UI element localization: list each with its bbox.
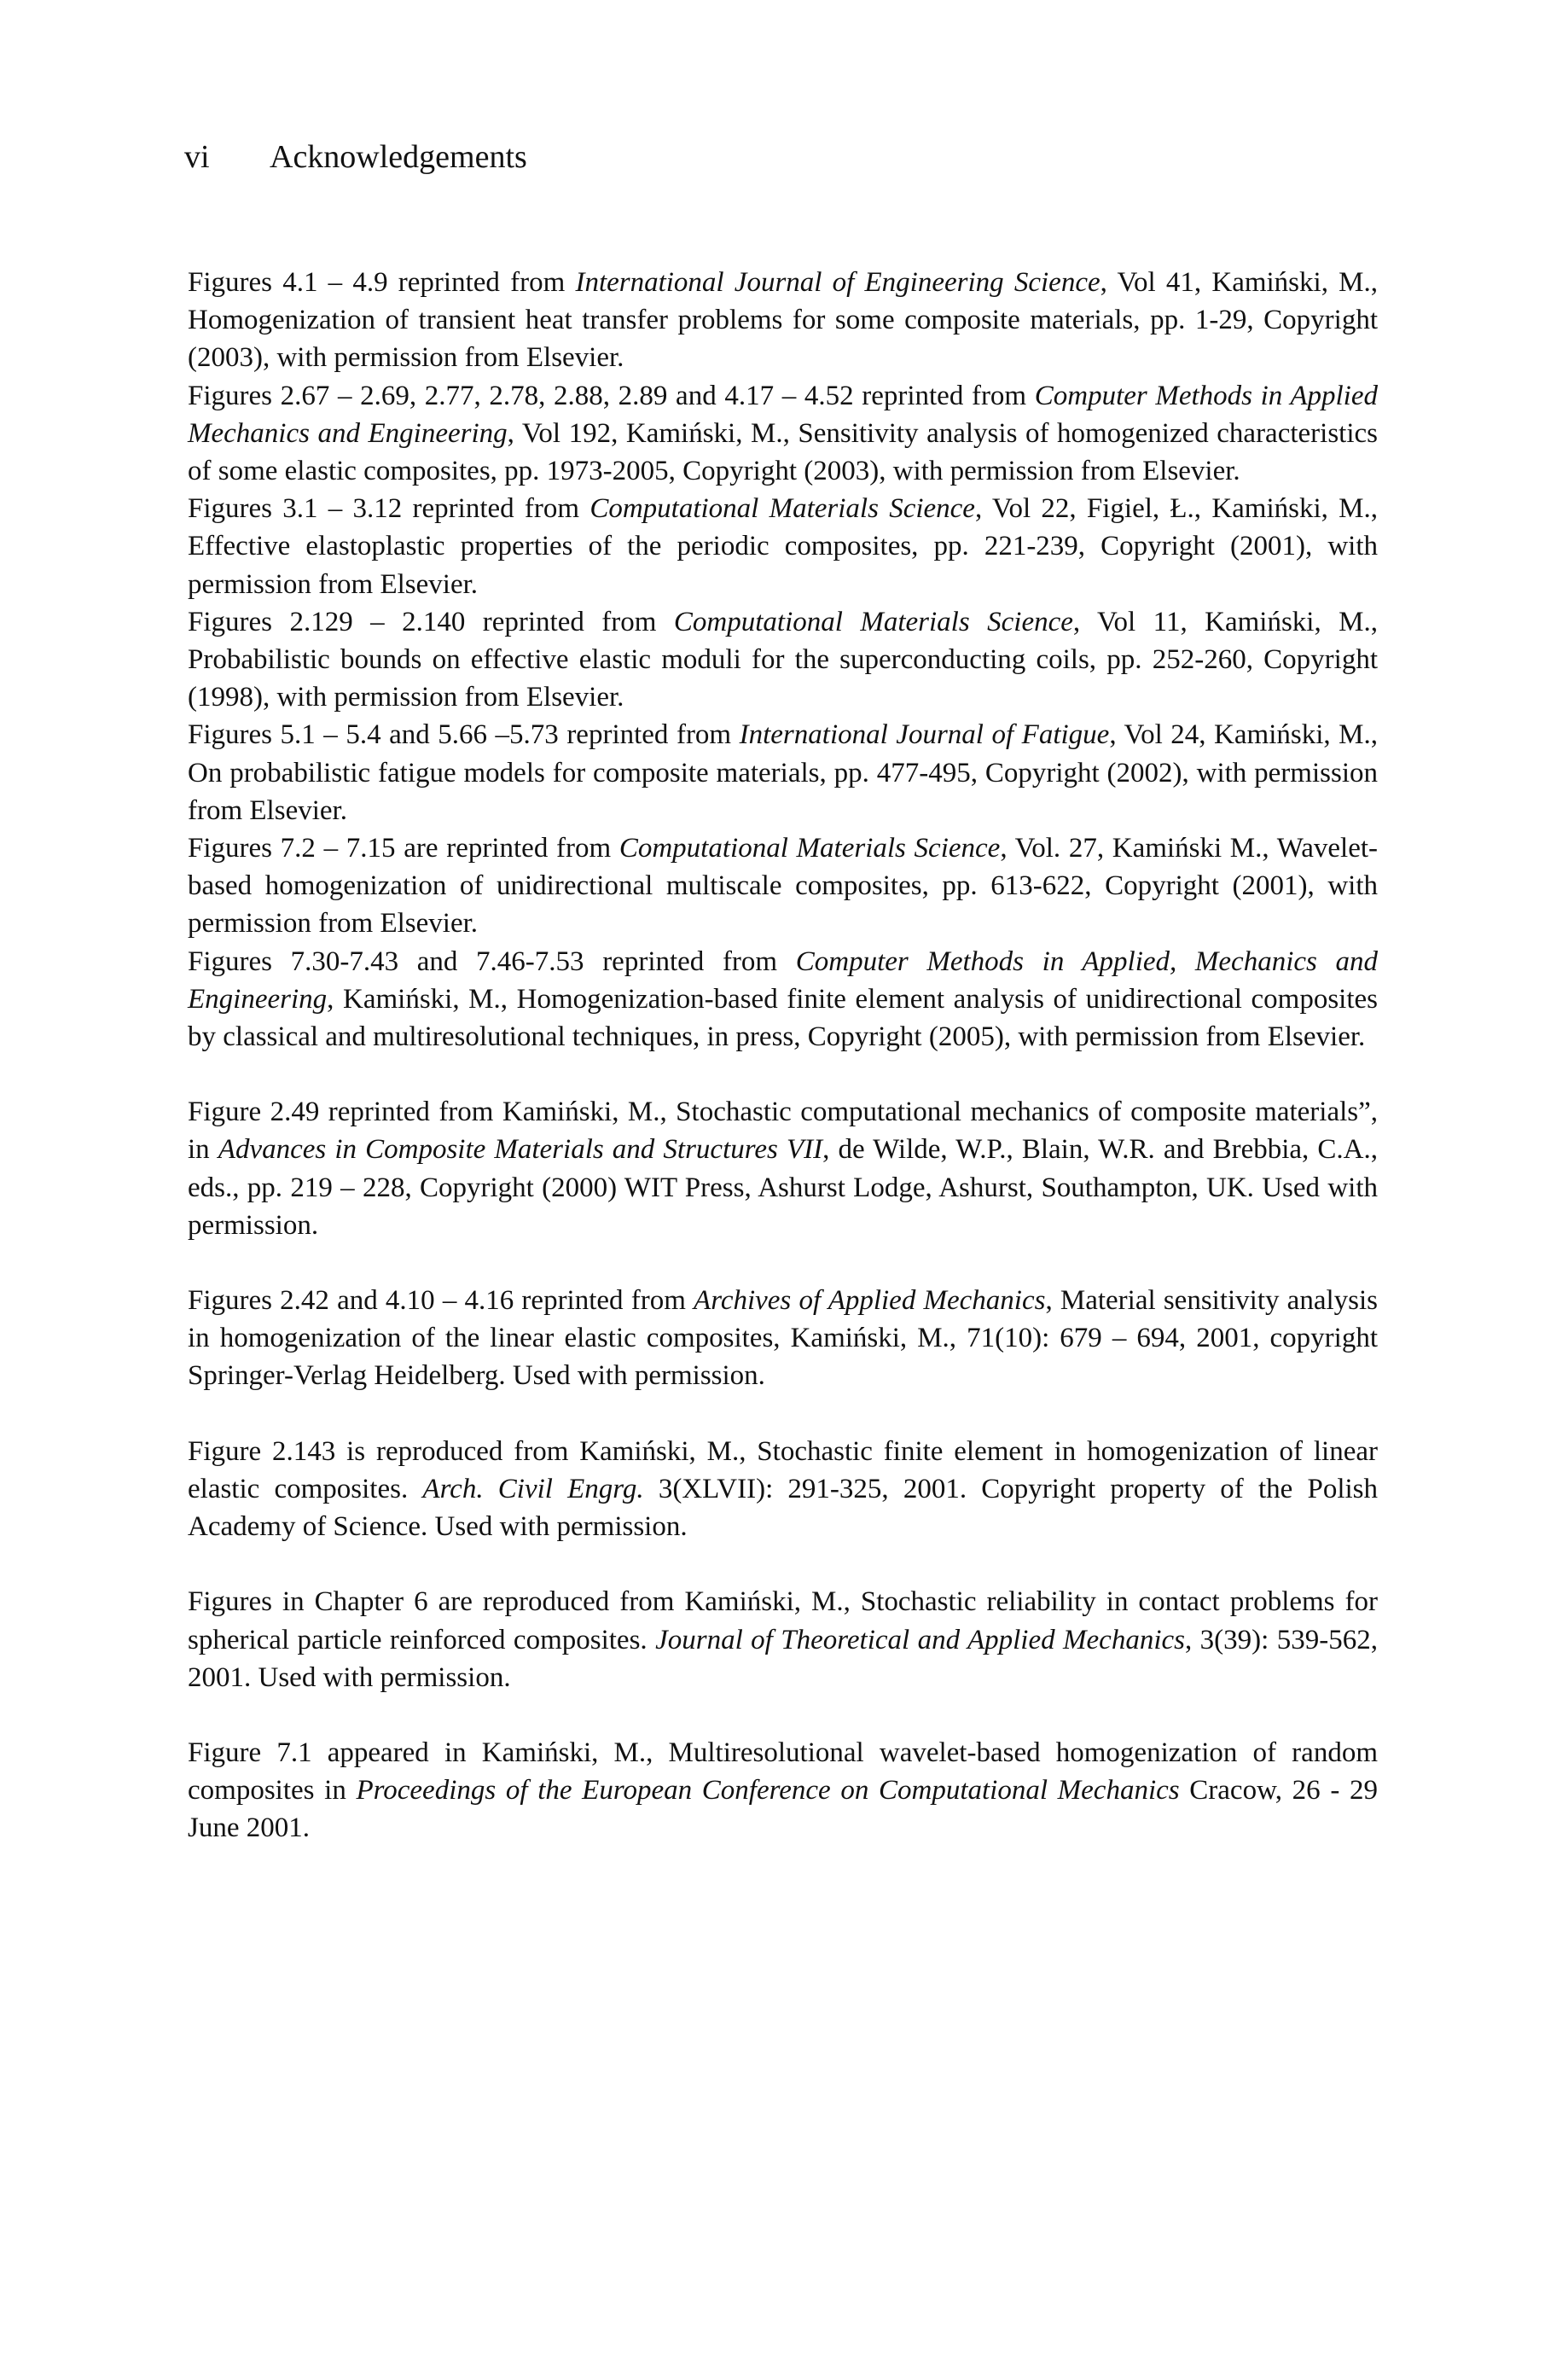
page-number: vi [184, 139, 210, 175]
publication-title: Computational Materials Science [673, 606, 1073, 637]
paragraph-text: , 3(39): 539-562, 2001. Used with permission. [188, 1624, 1379, 1693]
paragraph-text: 3(XLVII): 291-325, 2001. Copyright property of the Polish Academy of Science. Used with permission. [188, 1473, 1378, 1543]
acknowledgement-paragraph [188, 490, 1378, 603]
paragraph-text: , Material sensitivity analysis in homogenization of the linear elastic composites, Kamiński, M., 71(10): 679 – 694, 2001, copyright Springer-Verlag Heidelberg. Used with permission. [188, 1285, 1378, 1392]
paragraph-text: Figures 4.1 – 4.9 reprinted from [188, 267, 576, 298]
acknowledgement-paragraph [188, 1093, 1378, 1244]
acknowledgement-paragraph [188, 1734, 1378, 1847]
running-head [184, 137, 527, 177]
publication-title: Archives of Applied Mechanics [694, 1285, 1046, 1317]
paragraph-text: Figures 7.30-7.43 and 7.46-7.53 reprinted from [188, 945, 796, 977]
publication-title: Proceedings of the European Conference on Computational Mechanics [356, 1775, 1180, 1807]
paragraph-text: Figures 5.1 – 5.4 and 5.66 –5.73 reprinted from [188, 719, 740, 751]
paragraph-text: Figures 2.67 – 2.69, 2.77, 2.78, 2.88, 2.89 and 4.17 – 4.52 reprinted from [188, 380, 1035, 411]
paragraph-text: , Vol. 27, Kamiński M., Wavelet-based homogenization of unidirectional multiscale composites, pp. 613-622, Copyright (2001), with permission from Elsevier. [188, 833, 1378, 940]
paragraph-text: Figures 2.42 and 4.10 – 4.16 reprinted from [188, 1285, 694, 1317]
publication-title: Journal of Theoretical and Applied Mechanics [655, 1624, 1185, 1655]
publication-title: Computational Materials Science [618, 833, 1001, 864]
publication-title: Computer Methods in Applied, Mechanics and Engineering [188, 945, 1378, 1015]
acknowledgement-paragraph [188, 377, 1378, 491]
paragraph-text: , de Wilde, W.P., Blain, W.R. and Brebbia, C.A., eds., pp. 219 – 228, Copyright (2000) WIT Press, Ashurst Lodge, Ashurst, Southampton, UK. Used with permission. [188, 1134, 1378, 1241]
acknowledgement-paragraph [188, 829, 1378, 943]
paragraph-text: , Vol 192, Kamiński, M., Sensitivity analysis of homogenized characteristics of some elastic composites, pp. 1973-2005, Copyright (2003), with permission from Elsevier. [188, 417, 1378, 487]
section-title: Acknowledgements [270, 139, 527, 175]
paragraph-text: Figures 7.2 – 7.15 are reprinted from [188, 833, 619, 864]
paragraph-text: Cracow, 26 - 29 June 2001. [188, 1775, 1378, 1844]
paragraph-text: Figure 7.1 appeared in Kamiński, M., Multiresolutional wavelet-based homogenization of random composites in [188, 1737, 1378, 1807]
acknowledgement-paragraph [188, 603, 1378, 717]
publication-title: Advances in Composite Materials and Structures VII [218, 1134, 823, 1166]
acknowledgement-paragraph [188, 1282, 1378, 1395]
acknowledgement-paragraph [188, 1433, 1378, 1546]
paragraph-text: Figures 2.129 – 2.140 reprinted from [188, 606, 674, 637]
paragraph-text: , Vol 22, Figiel, Ł., Kamiński, M., Effective elastoplastic properties of the periodic composites, pp. 221-239, Copyright (2001), with permission from Elsevier. [188, 493, 1378, 600]
paragraph-text: , Kamiński, M., Homogenization-based finite element analysis of unidirectional composites by classical and multiresolutional techniques, in press, Copyright (2005), with permission from Elsevier. [188, 983, 1378, 1053]
paragraph-text: , Vol 41, Kamiński, M., Homogenization of transient heat transfer problems for some composite materials, pp. 1-29, Copyright (2003), with permission from Elsevier. [188, 267, 1378, 374]
publication-title: Computational Materials Science [589, 493, 975, 525]
acknowledgement-paragraph [188, 943, 1378, 1056]
paragraph-text: , Vol 11, Kamiński, M., Probabilistic bounds on effective elastic moduli for the superconducting coils, pp. 252-260, Copyright (1998), with permission from Elsevier. [188, 606, 1378, 713]
paragraph-text: , Vol 24, Kamiński, M., On probabilistic fatigue models for composite materials, pp. 477-495, Copyright (2002), with permission from Elsevier. [188, 719, 1378, 826]
acknowledgements-body [188, 264, 1378, 1847]
paragraph-text: Figures 3.1 – 3.12 reprinted from [188, 493, 590, 525]
acknowledgement-paragraph [188, 716, 1378, 829]
publication-title: International Journal of Engineering Science [575, 267, 1101, 298]
paragraph-text: Figure 2.143 is reproduced from Kamiński, M., Stochastic finite element in homogenization of linear elastic composites. [188, 1435, 1378, 1504]
acknowledgement-paragraph [188, 1583, 1378, 1696]
paragraph-text: Figure 2.49 reprinted from Kamiński, M., Stochastic computational mechanics of composite materials”, in [188, 1097, 1378, 1166]
publication-title: Arch. Civil Engrg. [422, 1473, 644, 1504]
publication-title: Computer Methods in Applied Mechanics and Engineering [188, 380, 1378, 449]
publication-title: International Journal of Fatigue [739, 719, 1110, 751]
paragraph-text: Figures in Chapter 6 are reproduced from Kamiński, M., Stochastic reliability in contact problems for spherical particle reinforced composites. [188, 1586, 1378, 1655]
acknowledgement-paragraph [188, 264, 1378, 377]
